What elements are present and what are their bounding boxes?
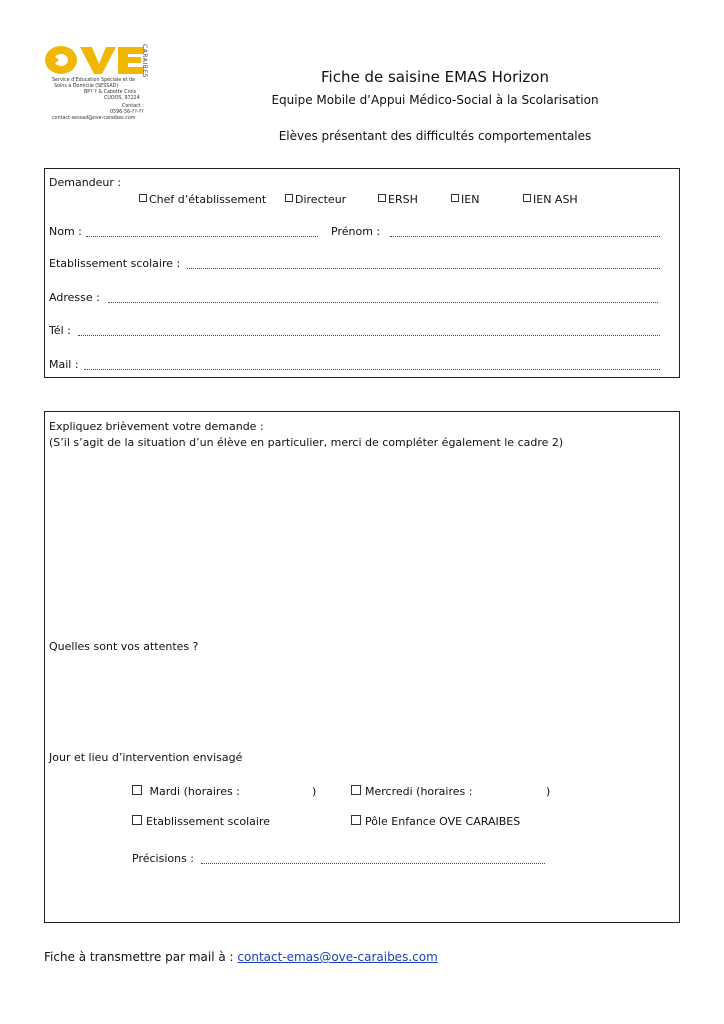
option-mardi[interactable] xyxy=(132,785,240,798)
attentes-textarea[interactable] xyxy=(49,658,669,743)
tel-field[interactable] xyxy=(78,325,660,336)
option-label: IEN ASH xyxy=(533,193,578,206)
footer-text: Fiche à transmettre par mail à : xyxy=(44,950,234,964)
option-pole-enfance[interactable] xyxy=(351,815,520,828)
checkbox-icon xyxy=(523,194,531,202)
option-ien[interactable] xyxy=(451,193,479,206)
option-label: Etablissement scolaire xyxy=(146,815,271,828)
page-subtitle: Equipe Mobile d’Appui Médico-Social à la Scolarisation xyxy=(271,93,599,107)
mercredi-close-paren: ) xyxy=(546,785,551,798)
nom-field[interactable] xyxy=(86,226,318,237)
nom-label: Nom : xyxy=(49,225,82,238)
logo-vertical-text: CARAIBES xyxy=(141,44,148,78)
checkbox-icon xyxy=(285,194,293,202)
checkbox-icon xyxy=(132,785,142,795)
option-ersh[interactable] xyxy=(378,193,418,206)
logo-line-7: contact-sessad@ove-caraibes.com xyxy=(52,116,136,121)
checkbox-icon xyxy=(451,194,459,202)
option-label: IEN xyxy=(461,193,480,206)
mail-field[interactable] xyxy=(84,359,660,370)
footer-email-link[interactable]: contact-emas@ove-caraibes.com xyxy=(237,950,438,964)
checkbox-icon xyxy=(351,785,361,795)
logo-line-2: Soins à Domicile (SESSAD) xyxy=(54,84,119,89)
option-directeur[interactable] xyxy=(285,193,346,206)
checkbox-icon xyxy=(139,194,147,202)
page-subtitle-2: Elèves présentant des difficultés comportementales xyxy=(278,129,592,143)
logo-line-6: 0596-56-??-?? xyxy=(110,110,144,115)
checkbox-icon xyxy=(378,194,386,202)
etablissement-field[interactable] xyxy=(187,258,660,269)
mardi-close-paren: ) xyxy=(312,785,317,798)
demande-note: (S’il s’agit de la situation d’un élève en particulier, merci de compléter également le cadre 2) xyxy=(49,436,564,449)
option-label: Directeur xyxy=(295,193,347,206)
ove-logo xyxy=(44,44,164,124)
demande-label: Expliquez brièvement votre demande : xyxy=(49,420,264,433)
option-etablissement[interactable] xyxy=(132,815,270,828)
option-label: Pôle Enfance OVE CARAIBES xyxy=(365,815,521,828)
demandeur-label: Demandeur : xyxy=(49,176,122,189)
prenom-field[interactable] xyxy=(390,226,660,237)
option-label: Mercredi (horaires : xyxy=(365,785,473,798)
demande-textarea[interactable] xyxy=(49,455,669,630)
checkbox-icon xyxy=(132,815,142,825)
option-label: Chef d’établissement xyxy=(149,193,267,206)
option-chef-etablissement[interactable] xyxy=(139,193,266,206)
attentes-label: Quelles sont vos attentes ? xyxy=(49,640,199,653)
adresse-field[interactable] xyxy=(108,292,658,303)
checkbox-icon xyxy=(351,815,361,825)
adresse-label: Adresse : xyxy=(49,291,100,304)
precisions-label: Précisions : xyxy=(132,852,195,865)
option-ien-ash[interactable] xyxy=(523,193,578,206)
footer xyxy=(44,950,438,964)
logo-line-4: CUOOS, 97224 xyxy=(104,96,140,101)
logo-line-3: BP? ? & Cabotte Crois xyxy=(84,90,137,95)
option-label: ERSH xyxy=(388,193,418,206)
jour-label: Jour et lieu d’intervention envisagé xyxy=(49,751,243,764)
precisions-field[interactable] xyxy=(201,853,545,864)
logo-line-5: Contact : xyxy=(122,104,144,109)
etablissement-label: Etablissement scolaire : xyxy=(49,257,181,270)
logo-line-1: Service d'Education Spéciale et de xyxy=(52,78,136,83)
option-label: Mardi (horaires : xyxy=(149,785,240,798)
page-title: Fiche de saisine EMAS Horizon xyxy=(321,68,549,86)
prenom-label: Prénom : xyxy=(331,225,381,238)
ove-logo-mark xyxy=(44,44,146,76)
mail-label: Mail : xyxy=(49,358,79,371)
tel-label: Tél : xyxy=(49,324,71,337)
option-mercredi[interactable] xyxy=(351,785,472,798)
